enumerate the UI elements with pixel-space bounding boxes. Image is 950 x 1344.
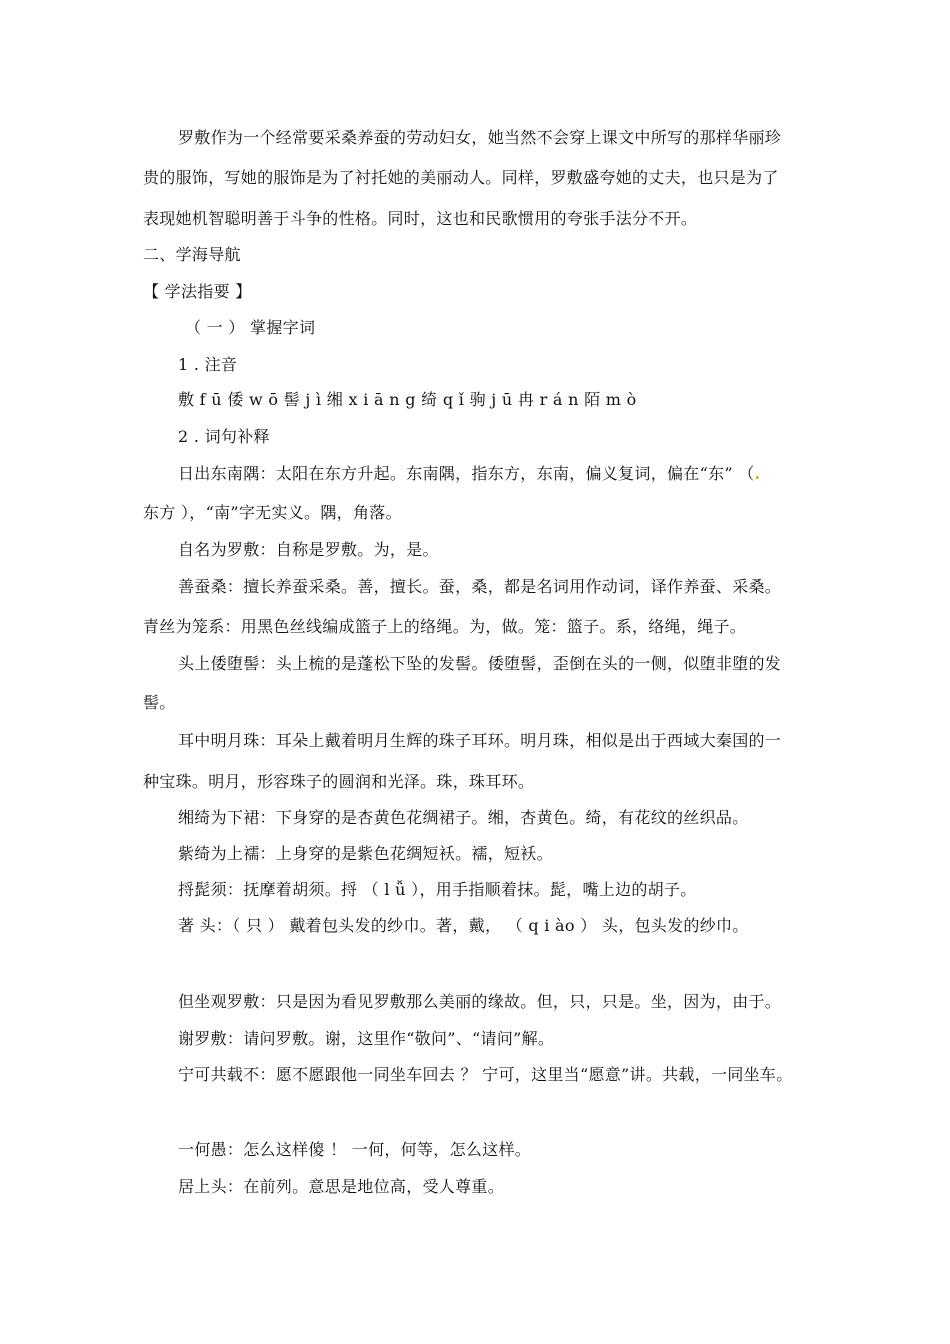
gloss-text: 日出东南隅：太阳在东方升起。东南隅，指东方，东南，偏义复词，偏在“东” （ — [178, 464, 755, 483]
yellow-mark: . — [754, 464, 761, 483]
gloss-line: 耳中明月珠：耳朵上戴着明月生辉的珠子耳环。明月珠，相似是出于西域大秦国的一 — [178, 731, 782, 750]
gloss-line: 居上头：在前列。意思是地位高，受人尊重。 — [178, 1177, 505, 1196]
para-1-line-3: 表现她机智聪明善于斗争的性格。同时，这也和民歌惯用的夸张手法分不开。 — [143, 209, 698, 228]
gloss-line: 青丝为笼系：用黑色丝线编成篮子上的络绳。为，做。笼：篮子。系，络绳，绳子。 — [143, 617, 747, 636]
gloss-line-continued: 种宝珠。明月，形容珠子的圆润和光泽。珠，珠耳环。 — [143, 772, 535, 791]
item-heading-glosses: 2 . 词句补释 — [178, 427, 270, 446]
gloss-line: 著 头：（ 只 ） 戴着包头发的纱巾。著，戴， （ q i ào ） 头，包头发的纱巾。 — [178, 916, 749, 935]
gloss-line: 捋髭须：抚摩着胡须。捋 （ l ǚ ），用手指顺着抹。髭，嘴上边的胡子。 — [178, 880, 697, 899]
subsection-heading: 【 学法指要 】 — [143, 282, 252, 301]
section-heading: 二、学海导航 — [143, 245, 241, 264]
gloss-line: 一何愚：怎么这样傻 ！ 一何，何等，怎么这样。 — [178, 1140, 532, 1159]
para-1-line-1: 罗敷作为一个经常要采桑养蚕的劳动妇女，她当然不会穿上课文中所写的那样华丽珍 — [178, 128, 782, 147]
para-1-line-2: 贵的服饰，写她的服饰是为了衬托她的美丽动人。同样，罗敷盛夸她的丈夫，也只是为了 — [143, 168, 779, 187]
pronunciation-list: 敷 f ū 倭 w ō 髻 j ì 缃 x i ā n g 绮 q ǐ 驹 j ū 冉 r á n 陌 m ò — [178, 390, 637, 409]
gloss-line: 善蚕桑：擅长养蚕采桑。善，擅长。蚕，桑，都是名词用作动词，译作养蚕、采桑。 — [178, 577, 782, 596]
gloss-line: 紫绮为上襦：上身穿的是紫色花绸短袄。襦，短袄。 — [178, 844, 553, 863]
gloss-line: 但坐观罗敷：只是因为看见罗敷那么美丽的缘故。但，只，只是。坐，因为，由于。 — [178, 992, 782, 1011]
gloss-line-continued: 东方 ），“南”字无实义。隅，角落。 — [143, 503, 402, 522]
gloss-line: 头上倭堕髻：头上梳的是蓬松下坠的发髻。倭堕髻，歪倒在头的一侧，似堕非堕的发 — [178, 654, 782, 673]
gloss-line-continued: 髻。 — [143, 693, 176, 712]
gloss-line: 宁可共载不：愿不愿跟他一同坐车回去 ？ 宁可，这里当“愿意”讲。共载，一同坐车。 — [178, 1065, 793, 1084]
gloss-line: 缃绮为下裙：下身穿的是杏黄色花绸裙子。缃，杏黄色。绮，有花纹的丝织品。 — [178, 808, 749, 827]
gloss-line: 谢罗敷：请问罗敷。谢，这里作“敬问”、“请问”解。 — [178, 1029, 555, 1048]
gloss-line: 自名为罗敷：自称是罗敷。为，是。 — [178, 540, 439, 559]
gloss-line — [178, 464, 760, 484]
item-heading-pronunciation: 1 . 注音 — [178, 355, 238, 374]
part-heading: （ 一 ） 掌握字词 — [185, 318, 316, 337]
